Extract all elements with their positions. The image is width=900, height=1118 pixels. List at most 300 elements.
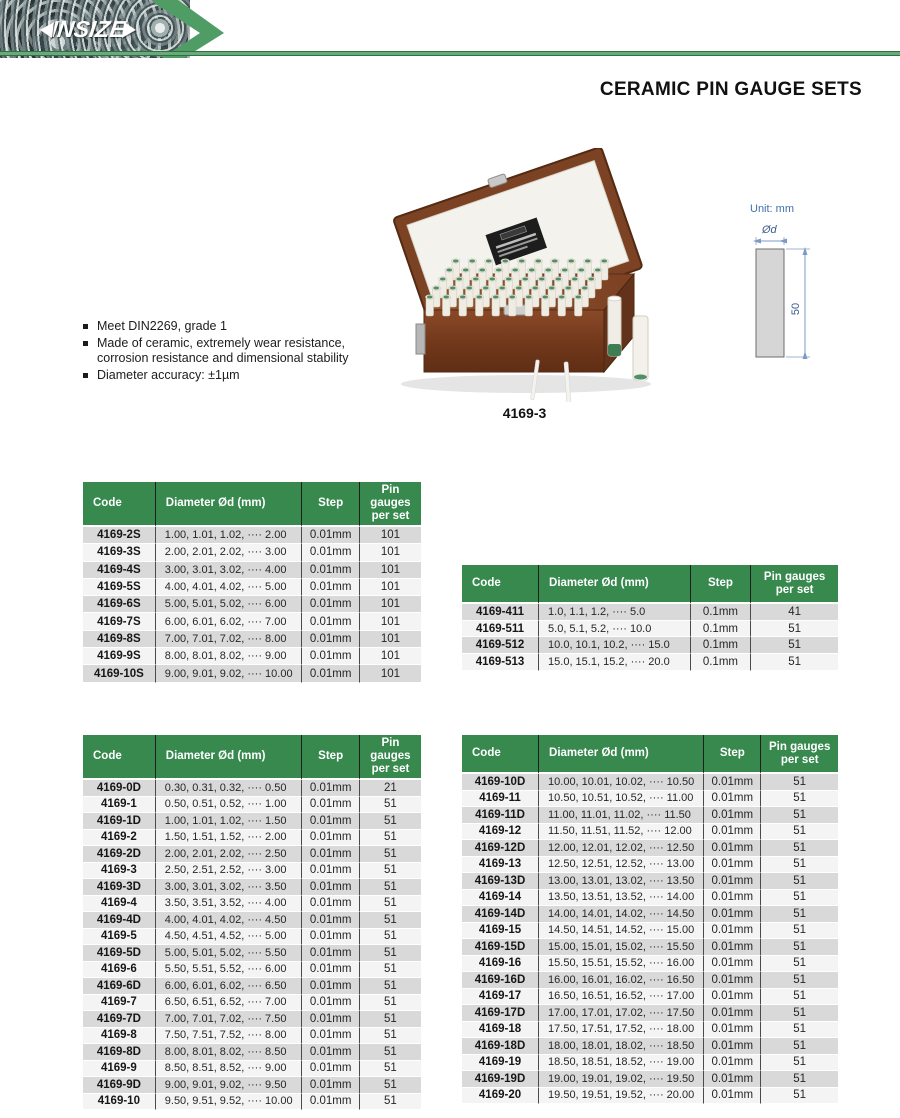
table-row (83, 830, 421, 847)
count-cell: 51 (761, 791, 838, 808)
count-cell: 51 (761, 774, 838, 791)
code-cell: 4169-4S (83, 562, 156, 579)
count-cell: 101 (360, 579, 421, 596)
diameter-cell: 14.50, 14.51, 14.52, ···· 15.00 (539, 923, 704, 940)
pin-in-box (425, 295, 434, 316)
loose-pin-large (608, 296, 621, 356)
diameter-cell: 4.00, 4.01, 4.02, ···· 4.50 (156, 912, 303, 929)
count-cell: 51 (761, 1038, 838, 1055)
step-cell: 0.01mm (302, 995, 359, 1012)
code-cell: 4169-7D (83, 1011, 156, 1028)
step-cell: 0.01mm (302, 978, 359, 995)
step-cell: 0.01mm (302, 562, 359, 579)
column-header: Code (83, 735, 156, 780)
step-cell: 0.01mm (704, 1038, 761, 1055)
table-row (83, 813, 421, 830)
logo-arrow-left-icon (39, 22, 54, 38)
code-cell: 4169-3 (83, 863, 156, 880)
step-cell: 0.01mm (704, 807, 761, 824)
code-cell: 4169-1 (83, 797, 156, 814)
table-row (83, 562, 421, 579)
count-cell: 51 (360, 797, 421, 814)
code-cell: 4169-11 (462, 791, 539, 808)
product-code-label: 4169-3 (502, 405, 547, 421)
count-cell: 51 (761, 873, 838, 890)
table-row (462, 906, 838, 923)
table-row (83, 995, 421, 1012)
count-cell: 41 (751, 604, 838, 621)
pin-in-box (508, 295, 517, 316)
diameter-cell: 9.00, 9.01, 9.02, ···· 10.00 (156, 665, 303, 682)
count-cell: 51 (360, 863, 421, 880)
table-row (462, 857, 838, 874)
table-row (462, 956, 838, 973)
length-dim-label: 50 (790, 302, 802, 316)
code-cell: 4169-16 (462, 956, 539, 973)
code-cell: 4169-513 (462, 654, 539, 671)
table-row (462, 939, 838, 956)
step-cell: 0.01mm (302, 879, 359, 896)
diameter-cell: 7.00, 7.01, 7.02, ···· 8.00 (156, 631, 303, 648)
step-cell: 0.01mm (302, 613, 359, 630)
diameter-cell: 18.00, 18.01, 18.02, ···· 18.50 (539, 1038, 704, 1055)
diameter-dim-label: Ød (762, 224, 777, 236)
step-cell: 0.01mm (302, 544, 359, 561)
table-row (462, 1022, 838, 1039)
count-cell: 51 (360, 1028, 421, 1045)
table-row (462, 989, 838, 1006)
spec-table-grid (462, 565, 838, 671)
diameter-cell: 13.00, 13.01, 13.02, ···· 13.50 (539, 873, 704, 890)
count-cell: 51 (761, 824, 838, 841)
count-cell: 21 (360, 780, 421, 797)
step-cell: 0.1mm (691, 637, 752, 654)
diameter-cell: 8.00, 8.01, 8.02, ···· 9.00 (156, 648, 303, 665)
feature-text: Diameter accuracy: ±1µm (97, 367, 240, 382)
count-cell: 51 (761, 989, 838, 1006)
diameter-cell: 11.00, 11.01, 11.02, ···· 11.50 (539, 807, 704, 824)
diameter-cell: 11.50, 11.51, 11.52, ···· 12.00 (539, 824, 704, 841)
step-cell: 0.01mm (704, 1055, 761, 1072)
count-cell: 51 (360, 846, 421, 863)
code-cell: 4169-12D (462, 840, 539, 857)
column-header: Step (691, 565, 752, 604)
table-row (83, 879, 421, 896)
diameter-cell: 15.50, 15.51, 15.52, ···· 16.00 (539, 956, 704, 973)
table-row (83, 596, 421, 613)
table-row (83, 1011, 421, 1028)
code-cell: 4169-13 (462, 857, 539, 874)
diameter-cell: 4.00, 4.01, 4.02, ···· 5.00 (156, 579, 303, 596)
step-cell: 0.01mm (302, 797, 359, 814)
code-cell: 4169-5S (83, 579, 156, 596)
diameter-cell: 5.50, 5.51, 5.52, ···· 6.00 (156, 962, 303, 979)
step-cell: 0.1mm (691, 654, 752, 671)
logo-arrow-right-icon (122, 22, 137, 38)
feature-item (82, 368, 374, 384)
banner-chevron-icon (152, 0, 230, 58)
step-cell: 0.01mm (302, 830, 359, 847)
code-cell: 4169-2D (83, 846, 156, 863)
pin-in-box (458, 295, 467, 316)
column-header: Step (302, 735, 359, 780)
table-row (462, 654, 838, 671)
count-cell: 51 (360, 945, 421, 962)
diameter-cell: 1.00, 1.01, 1.02, ···· 2.00 (156, 527, 303, 544)
table-row (462, 1071, 838, 1088)
step-cell: 0.01mm (302, 579, 359, 596)
code-cell: 4169-512 (462, 637, 539, 654)
table-row (462, 972, 838, 989)
pin-in-box (524, 295, 533, 316)
code-cell: 4169-15 (462, 923, 539, 940)
diameter-cell: 12.50, 12.51, 12.52, ···· 13.00 (539, 857, 704, 874)
code-cell: 4169-9 (83, 1061, 156, 1078)
step-cell: 0.01mm (302, 780, 359, 797)
table-row (83, 1077, 421, 1094)
count-cell: 51 (360, 1061, 421, 1078)
code-cell: 4169-11D (462, 807, 539, 824)
diameter-cell: 2.00, 2.01, 2.02, ···· 2.50 (156, 846, 303, 863)
code-cell: 4169-14 (462, 890, 539, 907)
feature-item (82, 319, 374, 335)
count-cell: 51 (360, 1044, 421, 1061)
diameter-cell: 9.50, 9.51, 9.52, ···· 10.00 (156, 1094, 303, 1111)
count-cell: 51 (751, 621, 838, 638)
diameter-cell: 15.00, 15.01, 15.02, ···· 15.50 (539, 939, 704, 956)
column-header: Step (302, 482, 359, 527)
column-header: Code (83, 482, 156, 527)
table-row (83, 962, 421, 979)
table-row (83, 527, 421, 544)
feature-text: Meet DIN2269, grade 1 (97, 319, 227, 333)
diameter-cell: 5.00, 5.01, 5.02, ···· 5.50 (156, 945, 303, 962)
code-cell: 4169-19 (462, 1055, 539, 1072)
column-header: Diameter Ød (mm) (156, 482, 303, 527)
code-cell: 4169-10 (83, 1094, 156, 1111)
step-cell: 0.01mm (704, 1088, 761, 1105)
step-cell: 0.01mm (704, 1022, 761, 1039)
count-cell: 51 (761, 807, 838, 824)
table-row (462, 1038, 838, 1055)
count-cell: 101 (360, 631, 421, 648)
feature-text: Made of ceramic, extremely wear resistance, corrosion resistance and dimensional stability (97, 335, 349, 365)
step-cell: 0.01mm (302, 1028, 359, 1045)
diameter-cell: 16.50, 16.51, 16.52, ···· 17.00 (539, 989, 704, 1006)
code-cell: 4169-18D (462, 1038, 539, 1055)
count-cell: 51 (761, 840, 838, 857)
table-row (462, 807, 838, 824)
pin-in-box (541, 295, 550, 316)
diameter-cell: 10.50, 10.51, 10.52, ···· 11.00 (539, 791, 704, 808)
count-cell: 51 (761, 857, 838, 874)
table-row (83, 665, 421, 682)
diameter-cell: 0.30, 0.31, 0.32, ···· 0.50 (156, 780, 303, 797)
code-cell: 4169-2S (83, 527, 156, 544)
code-cell: 4169-20 (462, 1088, 539, 1105)
pin-in-box (574, 295, 583, 316)
diameter-cell: 5.00, 5.01, 5.02, ···· 6.00 (156, 596, 303, 613)
table-row (462, 621, 838, 638)
diameter-cell: 2.50, 2.51, 2.52, ···· 3.00 (156, 863, 303, 880)
step-cell: 0.01mm (704, 824, 761, 841)
spec-table-d-series-large (462, 735, 838, 1104)
count-cell: 51 (761, 890, 838, 907)
step-cell: 0.01mm (704, 774, 761, 791)
feature-list (82, 319, 374, 384)
diameter-cell: 15.0, 15.1, 15.2, ···· 20.0 (539, 654, 691, 671)
insize-logo (38, 16, 138, 43)
count-cell: 51 (751, 654, 838, 671)
table-row (83, 1028, 421, 1045)
pin-in-box (442, 295, 451, 316)
spec-table-d-series-small (83, 735, 421, 1110)
diameter-cell: 7.00, 7.01, 7.02, ···· 7.50 (156, 1011, 303, 1028)
code-cell: 4169-5 (83, 929, 156, 946)
code-cell: 4169-6S (83, 596, 156, 613)
count-cell: 51 (360, 813, 421, 830)
column-header: Diameter Ød (mm) (539, 735, 704, 774)
column-header: Step (704, 735, 761, 774)
step-cell: 0.01mm (302, 1094, 359, 1111)
count-cell: 51 (360, 879, 421, 896)
code-cell: 4169-5D (83, 945, 156, 962)
code-cell: 4169-4D (83, 912, 156, 929)
diameter-cell: 19.00, 19.01, 19.02, ···· 19.50 (539, 1071, 704, 1088)
code-cell: 4169-2 (83, 830, 156, 847)
count-cell: 51 (761, 906, 838, 923)
count-cell: 51 (761, 972, 838, 989)
diameter-cell: 18.50, 18.51, 18.52, ···· 19.00 (539, 1055, 704, 1072)
logo-text: INSIZE (49, 16, 128, 42)
table-row (462, 824, 838, 841)
spec-table-grid (462, 735, 838, 1104)
step-cell: 0.01mm (704, 956, 761, 973)
step-cell: 0.01mm (704, 906, 761, 923)
step-cell: 0.01mm (704, 989, 761, 1006)
step-cell: 0.01mm (302, 1061, 359, 1078)
step-cell: 0.01mm (302, 813, 359, 830)
count-cell: 51 (360, 912, 421, 929)
header-divider-line (0, 51, 900, 56)
count-cell: 51 (360, 896, 421, 913)
count-cell: 51 (360, 1011, 421, 1028)
column-header: Pin gauges per set (751, 565, 838, 604)
diameter-cell: 1.00, 1.01, 1.02, ···· 1.50 (156, 813, 303, 830)
loose-pin-small (633, 316, 648, 380)
code-cell: 4169-7 (83, 995, 156, 1012)
count-cell: 51 (360, 929, 421, 946)
diameter-cell: 17.00, 17.01, 17.02, ···· 17.50 (539, 1005, 704, 1022)
count-cell: 101 (360, 544, 421, 561)
code-cell: 4169-8D (83, 1044, 156, 1061)
code-cell: 4169-14D (462, 906, 539, 923)
count-cell: 51 (360, 978, 421, 995)
code-cell: 4169-3S (83, 544, 156, 561)
code-cell: 4169-8 (83, 1028, 156, 1045)
table-row (462, 923, 838, 940)
code-cell: 4169-17D (462, 1005, 539, 1022)
diameter-cell: 14.00, 14.01, 14.02, ···· 14.50 (539, 906, 704, 923)
diameter-cell: 6.00, 6.01, 6.02, ···· 7.00 (156, 613, 303, 630)
step-cell: 0.01mm (302, 1044, 359, 1061)
code-cell: 4169-10S (83, 665, 156, 682)
count-cell: 51 (761, 1022, 838, 1039)
step-cell: 0.01mm (302, 527, 359, 544)
diameter-cell: 12.00, 12.01, 12.02, ···· 12.50 (539, 840, 704, 857)
step-cell: 0.01mm (302, 896, 359, 913)
step-cell: 0.1mm (691, 604, 752, 621)
step-cell: 0.01mm (302, 962, 359, 979)
table-row (83, 1094, 421, 1111)
step-cell: 0.01mm (302, 945, 359, 962)
diameter-cell: 7.50, 7.51, 7.52, ···· 8.00 (156, 1028, 303, 1045)
count-cell: 51 (761, 1088, 838, 1105)
table-row (83, 579, 421, 596)
code-cell: 4169-19D (462, 1071, 539, 1088)
diameter-cell: 13.50, 13.51, 13.52, ···· 14.00 (539, 890, 704, 907)
table-row (462, 637, 838, 654)
count-cell: 51 (761, 1071, 838, 1088)
step-cell: 0.01mm (704, 923, 761, 940)
spec-table-s-series (83, 482, 421, 683)
column-header: Pin gauges per set (761, 735, 838, 774)
square-bullet-icon (83, 373, 88, 378)
count-cell: 51 (360, 830, 421, 847)
table-row (462, 604, 838, 621)
table-row (83, 648, 421, 665)
count-cell: 51 (761, 939, 838, 956)
code-cell: 4169-411 (462, 604, 539, 621)
code-cell: 4169-18 (462, 1022, 539, 1039)
count-cell: 51 (751, 637, 838, 654)
count-cell: 51 (761, 923, 838, 940)
table-row (462, 1055, 838, 1072)
count-cell: 51 (360, 962, 421, 979)
step-cell: 0.01mm (302, 863, 359, 880)
column-header: Code (462, 735, 539, 774)
column-header: Pin gauges per set (360, 735, 421, 780)
table-row (83, 978, 421, 995)
table-row (462, 840, 838, 857)
table-row (462, 774, 838, 791)
diameter-cell: 8.50, 8.51, 8.52, ···· 9.00 (156, 1061, 303, 1078)
step-cell: 0.01mm (704, 890, 761, 907)
count-cell: 101 (360, 562, 421, 579)
code-cell: 4169-511 (462, 621, 539, 638)
pin-in-box (475, 295, 484, 316)
square-bullet-icon (83, 324, 88, 329)
count-cell: 51 (360, 1077, 421, 1094)
table-row (83, 846, 421, 863)
column-header: Diameter Ød (mm) (156, 735, 303, 780)
spec-table-grid (83, 735, 421, 1110)
diameter-cell: 6.00, 6.01, 6.02, ···· 6.50 (156, 978, 303, 995)
step-cell: 0.01mm (302, 912, 359, 929)
table-row (83, 631, 421, 648)
count-cell: 101 (360, 648, 421, 665)
count-cell: 51 (761, 956, 838, 973)
code-cell: 4169-7S (83, 613, 156, 630)
code-cell: 4169-6D (83, 978, 156, 995)
diameter-cell: 0.50, 0.51, 0.52, ···· 1.00 (156, 797, 303, 814)
step-cell: 0.01mm (704, 972, 761, 989)
count-cell: 51 (360, 1094, 421, 1111)
step-cell: 0.01mm (302, 631, 359, 648)
table-row (462, 791, 838, 808)
step-cell: 0.01mm (302, 1011, 359, 1028)
code-cell: 4169-17 (462, 989, 539, 1006)
table-row (83, 1044, 421, 1061)
page-title: CERAMIC PIN GAUGE SETS (599, 79, 862, 100)
diameter-cell: 8.00, 8.01, 8.02, ···· 8.50 (156, 1044, 303, 1061)
step-cell: 0.01mm (704, 857, 761, 874)
step-cell: 0.01mm (704, 791, 761, 808)
unit-label: Unit: mm (750, 203, 794, 215)
table-row (83, 797, 421, 814)
count-cell: 101 (360, 613, 421, 630)
step-cell: 0.01mm (302, 596, 359, 613)
table-row (83, 945, 421, 962)
column-header: Diameter Ød (mm) (539, 565, 691, 604)
diameter-cell: 10.00, 10.01, 10.02, ···· 10.50 (539, 774, 704, 791)
diameter-cell: 9.00, 9.01, 9.02, ···· 9.50 (156, 1077, 303, 1094)
table-row (83, 896, 421, 913)
diameter-cell: 6.50, 6.51, 6.52, ···· 7.00 (156, 995, 303, 1012)
column-header: Code (462, 565, 539, 604)
step-cell: 0.01mm (302, 1077, 359, 1094)
code-cell: 4169-16D (462, 972, 539, 989)
code-cell: 4169-15D (462, 939, 539, 956)
table-row (462, 1088, 838, 1105)
column-header: Pin gauges per set (360, 482, 421, 527)
code-cell: 4169-9D (83, 1077, 156, 1094)
table-row (462, 890, 838, 907)
step-cell: 0.01mm (704, 840, 761, 857)
diameter-cell: 1.0, 1.1, 1.2, ···· 5.0 (539, 604, 691, 621)
code-cell: 4169-3D (83, 879, 156, 896)
table-row (83, 544, 421, 561)
count-cell: 51 (761, 1005, 838, 1022)
count-cell: 51 (360, 995, 421, 1012)
dimension-diagram (748, 203, 888, 376)
diameter-cell: 3.00, 3.01, 3.02, ···· 3.50 (156, 879, 303, 896)
table-row (83, 912, 421, 929)
count-cell: 101 (360, 665, 421, 682)
step-cell: 0.01mm (704, 1071, 761, 1088)
table-row (462, 873, 838, 890)
count-cell: 101 (360, 527, 421, 544)
step-cell: 0.01mm (302, 648, 359, 665)
feature-item (82, 336, 374, 367)
diameter-cell: 5.0, 5.1, 5.2, ···· 10.0 (539, 621, 691, 638)
code-cell: 4169-13D (462, 873, 539, 890)
code-cell: 4169-10D (462, 774, 539, 791)
table-row (83, 613, 421, 630)
code-cell: 4169-0D (83, 780, 156, 797)
table-row (83, 929, 421, 946)
code-cell: 4169-6 (83, 962, 156, 979)
pin-drawing (748, 221, 838, 371)
diameter-cell: 16.00, 16.01, 16.02, ···· 16.50 (539, 972, 704, 989)
diameter-cell: 2.00, 2.01, 2.02, ···· 3.00 (156, 544, 303, 561)
step-cell: 0.01mm (302, 665, 359, 682)
step-cell: 0.01mm (302, 929, 359, 946)
table-row (462, 1005, 838, 1022)
code-cell: 4169-9S (83, 648, 156, 665)
step-cell: 0.01mm (704, 1005, 761, 1022)
step-cell: 0.1mm (691, 621, 752, 638)
